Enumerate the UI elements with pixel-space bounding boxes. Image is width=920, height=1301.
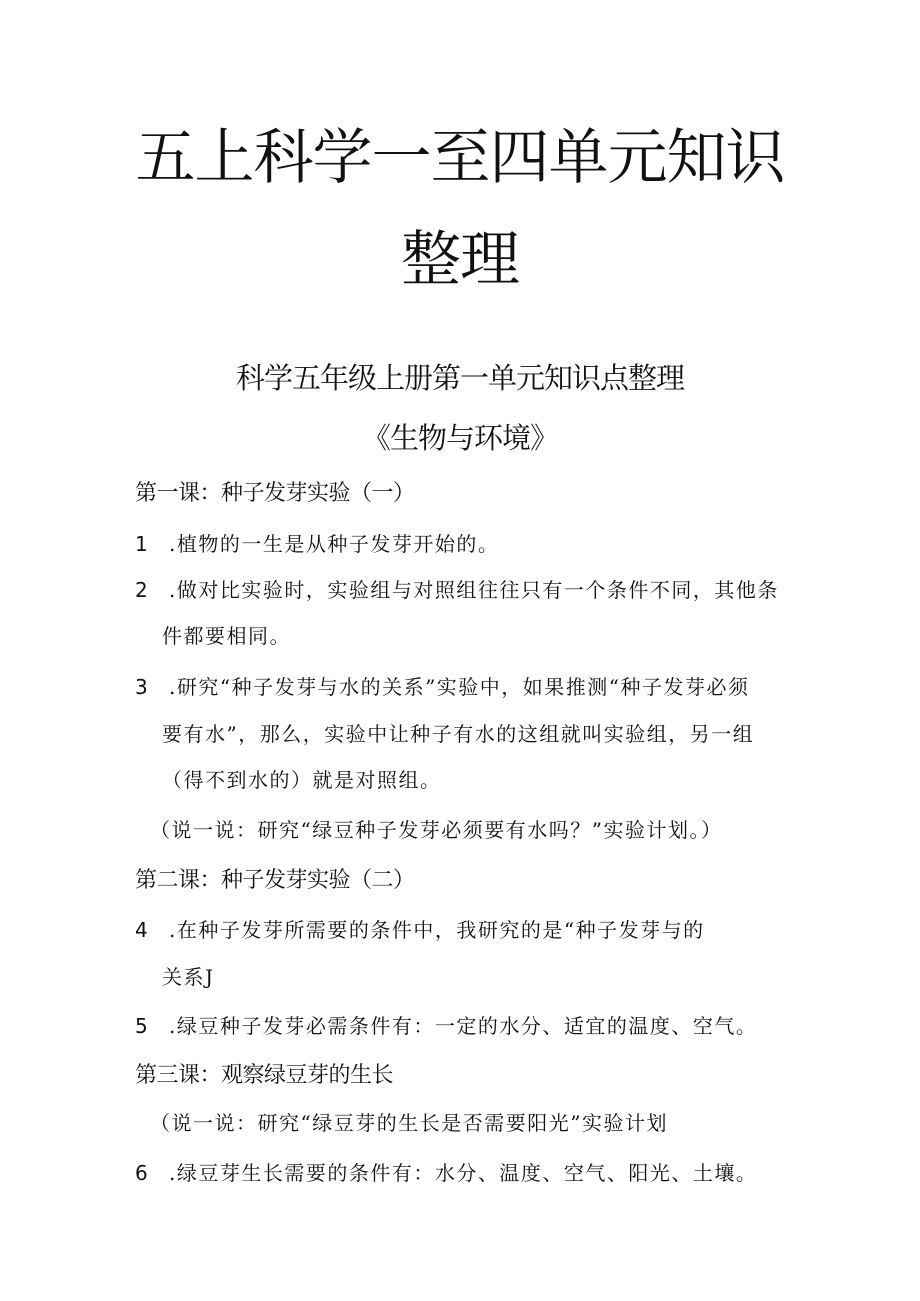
- item-4-continuation: 关系J: [162, 965, 215, 989]
- item-5-text: .绿豆种子发芽必需条件有：一定的水分、适宜的温度、空气。: [169, 1014, 758, 1038]
- item-3: [135, 677, 750, 697]
- item-6: [135, 1163, 757, 1183]
- item-1-text: .植物的一生是从种子发芽开始的。: [169, 532, 500, 556]
- lesson-2-heading: 第二课：种子发芽实验（二）: [135, 868, 415, 893]
- item-5: [135, 1016, 757, 1036]
- item-5-number: 5: [135, 1014, 150, 1038]
- item-3-number: 3: [135, 675, 150, 699]
- item-2-text: .做对比实验时，实验组与对照组往往只有一个条件不同，其他条: [169, 578, 779, 602]
- lesson-3-note: （说一说：研究“绿豆芽的生长是否需要阳光”实验计划: [150, 1111, 668, 1135]
- item-2-number: 2: [135, 578, 150, 602]
- item-1: [135, 534, 499, 554]
- unit-subtitle: 科学五年级上册第一单元知识点整理: [235, 361, 684, 395]
- item-4: [135, 920, 705, 940]
- item-6-number: 6: [135, 1161, 150, 1185]
- unit-name: 《生物与环境》: [361, 421, 558, 455]
- item-1-number: 1: [135, 532, 150, 556]
- item-4-text: .在种子发芽所需要的条件中，我研究的是“种子发芽与的: [169, 918, 705, 942]
- document-title-line-2: 整理: [401, 225, 519, 295]
- item-2-continuation: 件都要相同。: [162, 624, 291, 648]
- lesson-1-note: （说一说：研究“绿豆种子发芽必须要有水吗？”实验计划。）: [150, 818, 723, 842]
- lesson-3-heading: 第三课：观察绿豆芽的生长: [135, 1063, 394, 1088]
- item-3-continuation-1: 要有水”，那么，实验中让种子有水的这组就叫实验组，另一组: [162, 722, 755, 746]
- item-3-text: .研究“种子发芽与水的关系”实验中，如果推测“种子发芽必须: [169, 675, 750, 699]
- document-title-line-1: 五上科学一至四单元知识: [135, 123, 785, 193]
- item-3-continuation-2: （得不到水的）就是对照组。: [162, 768, 442, 792]
- item-6-text: .绿豆芽生长需要的条件有：水分、温度、空气、阳光、土壤。: [169, 1161, 758, 1185]
- item-4-number: 4: [135, 918, 150, 942]
- item-2: [135, 580, 779, 600]
- lesson-1-heading: 第一课：种子发芽实验（一）: [135, 481, 415, 506]
